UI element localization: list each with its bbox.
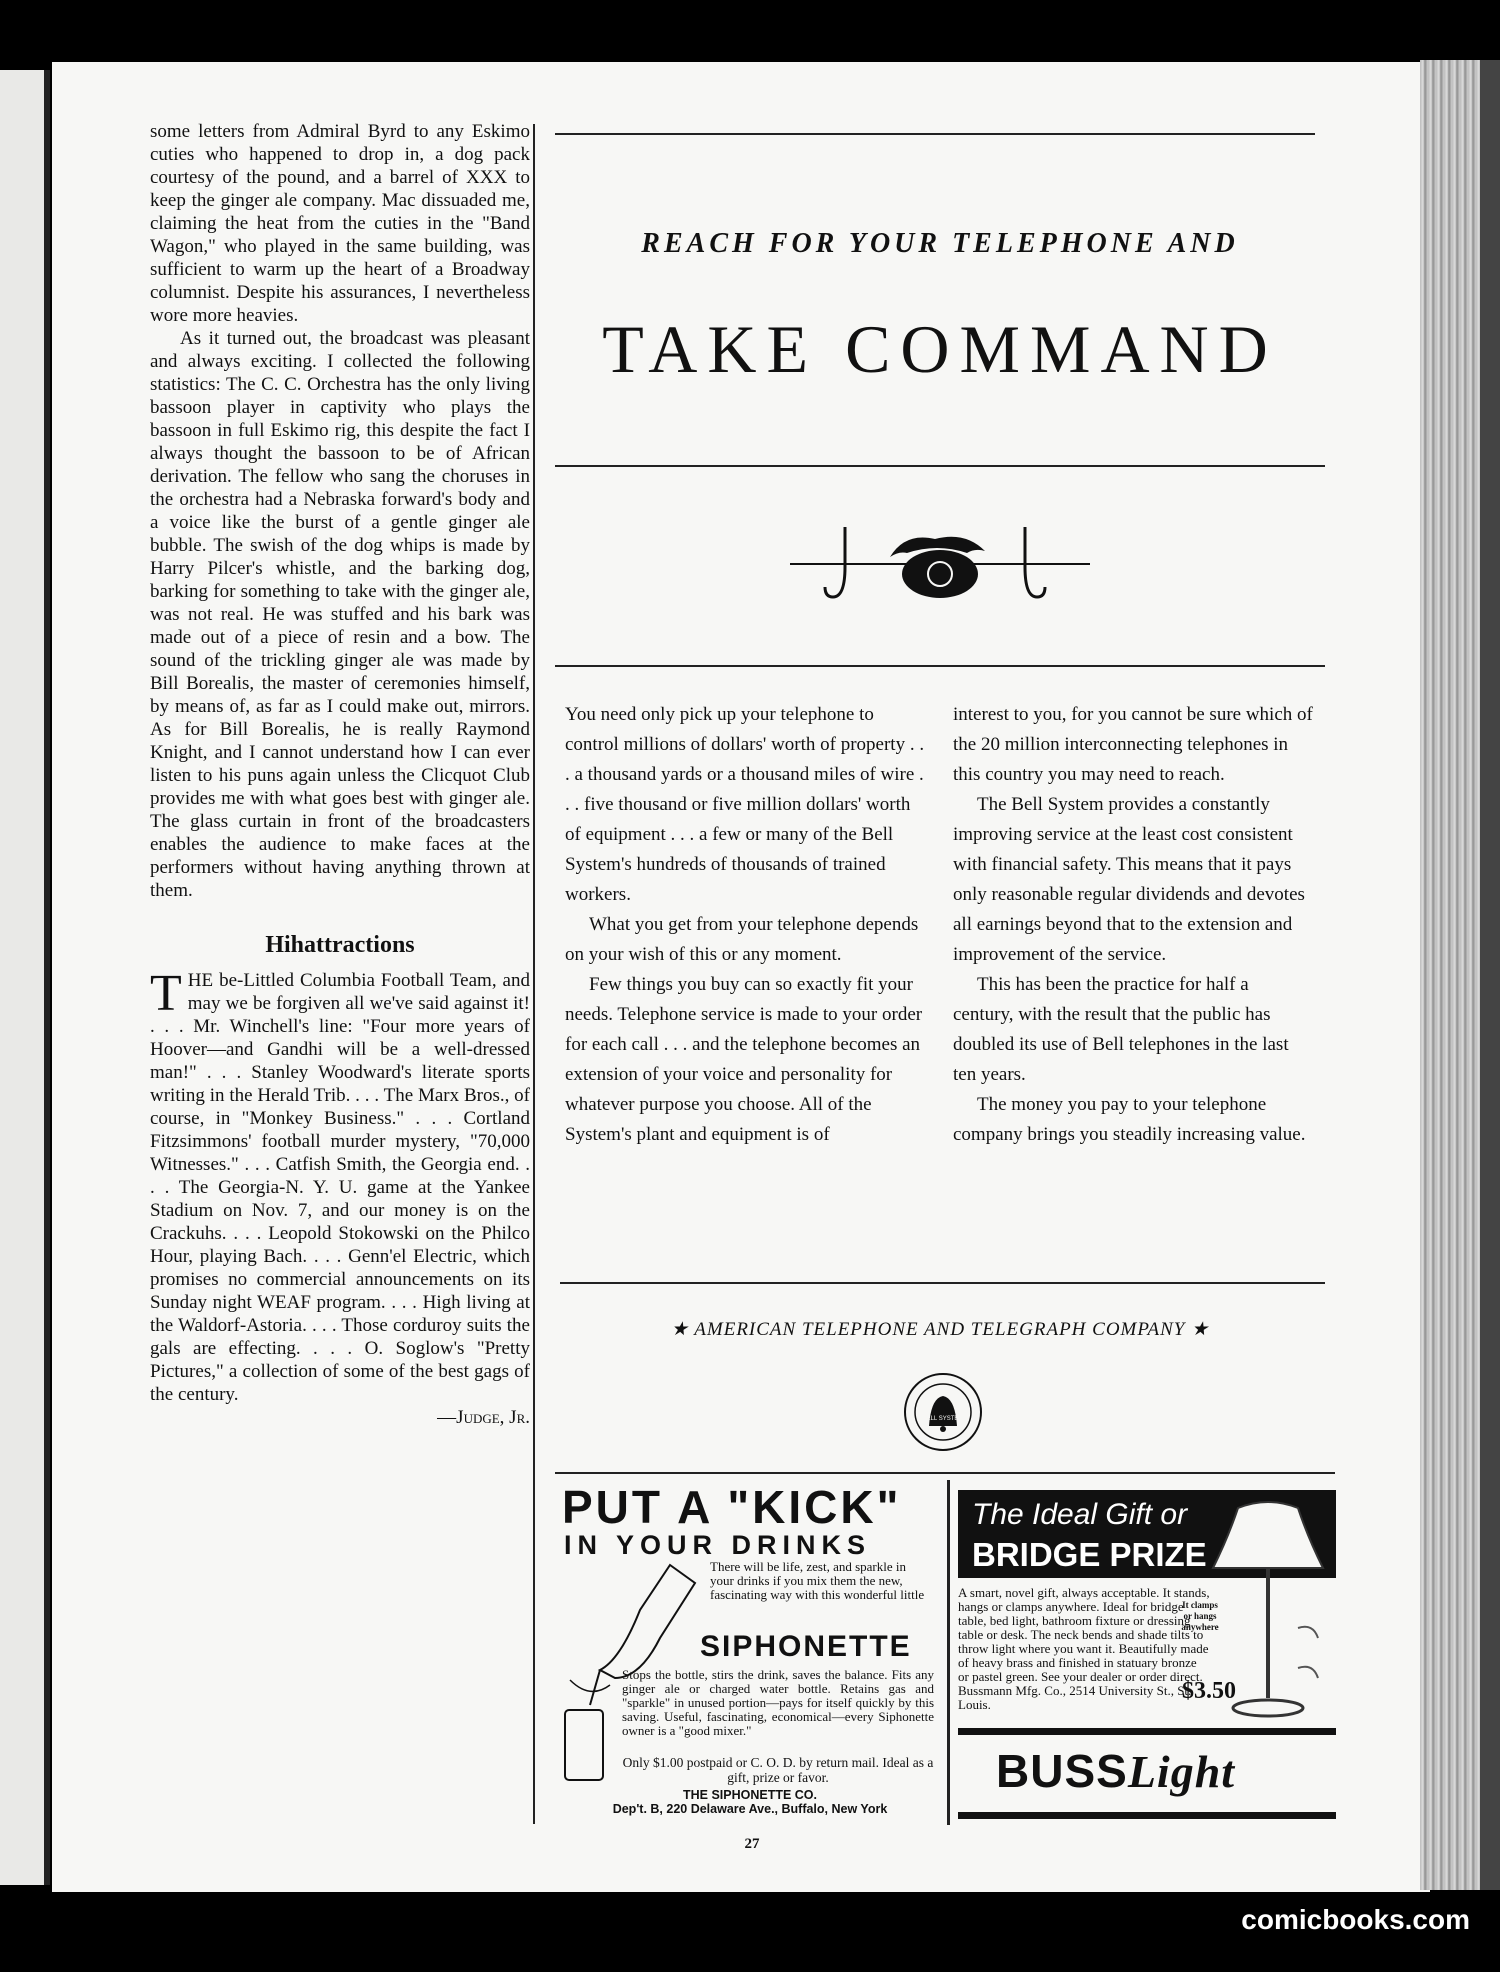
binding-shadow	[44, 70, 50, 1885]
buss-light-ad	[958, 1490, 1336, 1828]
ad-body-column-1	[565, 700, 925, 1150]
column-rule	[533, 124, 535, 1824]
ad-company-name: ★ AMERICAN TELEPHONE AND TELEGRAPH COMPANY ★	[670, 1319, 1210, 1340]
ad-tagline: REACH FOR YOUR TELEPHONE AND	[641, 228, 1239, 259]
ad-rule	[560, 1282, 1325, 1284]
previous-page-edge	[0, 70, 50, 1885]
ad-rule	[555, 665, 1325, 667]
ad-paragraph: Few things you buy can so exactly fit your needs. Telephone service is made to your order for each call . . . and the telephone becomes an extension of your voice and personality for whatever purpose you choose. All of the System's plant and equipment is of	[565, 974, 923, 1145]
editorial-paragraph: some letters from Admiral Byrd to any Eskimo cuties who happened to drop in, a dog pack courtesy of the pound, and a barrel of XXX to keep the ginger ale company. Mac dissuaded me, claiming the heat from the cuties in the "Band Wagon," who played in the same building, was sufficient to warm up the heart of a Broadway columnist. Despite his assurances, I nevertheless wore more heavies.	[150, 121, 530, 326]
siphonette-body: Stops the bottle, stirs the drink, saves the balance. Fits any ginger ale or charged water bottle. Retains gas and "sparkle" in unused portion—pays for itself quickly by this saving. Useful, fascinating, economical—every Siphonette owner is a "good mixer."	[622, 1667, 934, 1738]
bell-system-logo-icon	[903, 1372, 983, 1452]
ad-paragraph: interest to you, for you cannot be sure which of the 20 million interconnecting telephones in this country you may need to reach.	[953, 704, 1313, 785]
telephone-ornament-icon	[785, 522, 1095, 617]
editorial-paragraph	[150, 965, 530, 1406]
ad-top-rule	[555, 133, 1315, 135]
paragraph-text: HE be-Littled Columbia Football Team, and may we be forgiven all we've said against it! . . . Mr. Winchell's line: "Four more years of Hoover—and Gandhi will be a well-dressed man!" . . . Stanley Woodward's literate sports writing in the Herald Trib. . . . The Marx Bros., of course, in "Monkey Business." . . . Cortland Fitzsimmons' football murder mystery, "70,000 Witnesses." . . . Catfish Smith, the Georgia end. . . . The Georgia-N. Y. U. game at the Yankee Stadium on Nov. 7, and our money is on the Crackuhs. . . . Leopold Stokowski on the Philco Hour, playing Bach. . . . Genn'el Electric, which promises no commercial announcements on its Sunday night WEAF program. . . . High living at the Waldorf-Astoria. . . . Those corduroy suits the gals are effecting. . . . O. Soglow's "Pretty Pictures," a collection of some of the best gags of the century.	[150, 970, 530, 1405]
buss-logo-word: Light	[1127, 1746, 1236, 1797]
ad-paragraph: The Bell System provides a constantly improving service at the least cost consistent with financial safety. This means that it pays only reasonable regular dividends and devotes all earnings beyond that to the extension and improvement of the service.	[953, 794, 1305, 965]
page-stack-shadow	[1480, 60, 1500, 1890]
watermark: comicbooks.com	[1241, 1904, 1470, 1935]
ads-divider-rule	[555, 1472, 1335, 1474]
company-address: Dep't. B, 220 Delaware Ave., Buffalo, New York	[612, 1802, 888, 1816]
buss-logo-word: BUSS	[996, 1745, 1128, 1797]
byline: —Judge, Jr.	[437, 1407, 530, 1428]
page-stack-edges	[1420, 60, 1480, 1890]
buss-body: A smart, novel gift, always acceptable. It stands, hangs or clamps anywhere. Ideal for bridge table, bed light, bathroom fixture or dressing table or desk. The neck bends and shade tilts to throw light where you want it. Beautifully made of heavy brass and finished in statuary bronze or pastel green. See your dealer or order direct. Bussmann Mfg. Co., 2514 University St., St. Louis.	[958, 1585, 1210, 1712]
ad-body-column-2	[953, 700, 1313, 1150]
siphonette-subheadline: IN YOUR DRINKS	[564, 1530, 872, 1560]
siphonette-headline: PUT A "KICK"	[562, 1481, 902, 1533]
editorial-paragraph: As it turned out, the broadcast was pleasant and always exciting. I collected the following statistics: The C. C. Orchestra has the only living bassoon player in captivity who plays the bassoon in full Eskimo rig, this despite the fact I always thought the bassoon to be of African derivation. The fellow who sang the choruses in the orchestra had a Nebraska forward's body and a voice like the burst of a gentle ginger ale bubble. The swish of the dog whips is made by Harry Pilcer's whistle, and the barking dog, barking for something to take with the ginger ale, was not real. He was stuffed and his bark was made out of a piece of resin and a bow. The sound of the trickling ginger ale was made by Bill Borealis, the master of ceremonies himself, by means of, as far as I could make out, mirrors. As for Bill Borealis, he is really Raymond Knight, and I cannot understand how I can ever listen to his puns again unless the Clicquot Club provides me with what goes best with ginger ale. The glass curtain in front of the broadcasters enables the audience to make faces at the performers without having anything thrown at them.	[150, 328, 530, 901]
ad-rule	[555, 465, 1325, 467]
editorial-column	[150, 120, 530, 1429]
buss-price: $3.50	[1182, 1678, 1236, 1704]
ad-paragraph: What you get from your telephone depends on your wish of this or any moment.	[565, 914, 919, 965]
siphonette-intro: There will be life, zest, and sparkle in your drinks if you mix them the new, fascinating way with this wonderful little	[710, 1559, 925, 1602]
buss-title: The Ideal Gift or	[972, 1498, 1188, 1531]
buss-title-bold: BRIDGE PRIZE	[972, 1536, 1207, 1573]
siphonette-price: Only $1.00 postpaid or C. O. D. by return mail. Ideal as a gift, prize or favor.	[622, 1755, 934, 1785]
ad-paragraph: The money you pay to your telephone company brings you steadily increasing value.	[953, 1094, 1306, 1145]
buss-rule	[958, 1728, 1336, 1735]
siphonette-ad	[560, 1480, 940, 1825]
page-number: 27	[744, 1836, 760, 1852]
ad-paragraph: You need only pick up your telephone to control millions of dollars' worth of property . . . a thousand yards or a thousand miles of wire . . . five thousand or five million dollars' worth of equipment . . . a few or many of the Bell System's hundreds of thousands of trained workers.	[565, 704, 925, 905]
buss-clamp-note: It clamps or hangs anywhere	[1181, 1600, 1219, 1632]
buss-rule	[958, 1812, 1336, 1819]
siphonette-company	[560, 1788, 940, 1816]
ads-vertical-rule	[947, 1480, 950, 1825]
drop-cap: T	[150, 965, 182, 1022]
section-heading: Hihattractions	[265, 932, 415, 958]
company-name: THE SIPHONETTE CO.	[682, 1788, 818, 1802]
buss-logo	[996, 1744, 1235, 1798]
siphonette-product-name: SIPHONETTE	[700, 1630, 912, 1663]
ad-paragraph: This has been the practice for half a century, with the result that the public has doubled its use of Bell telephones in the last ten years.	[953, 974, 1289, 1085]
ad-headline: TAKE COMMAND	[602, 311, 1278, 387]
logo-text: BELL SYSTEM	[922, 1416, 964, 1422]
